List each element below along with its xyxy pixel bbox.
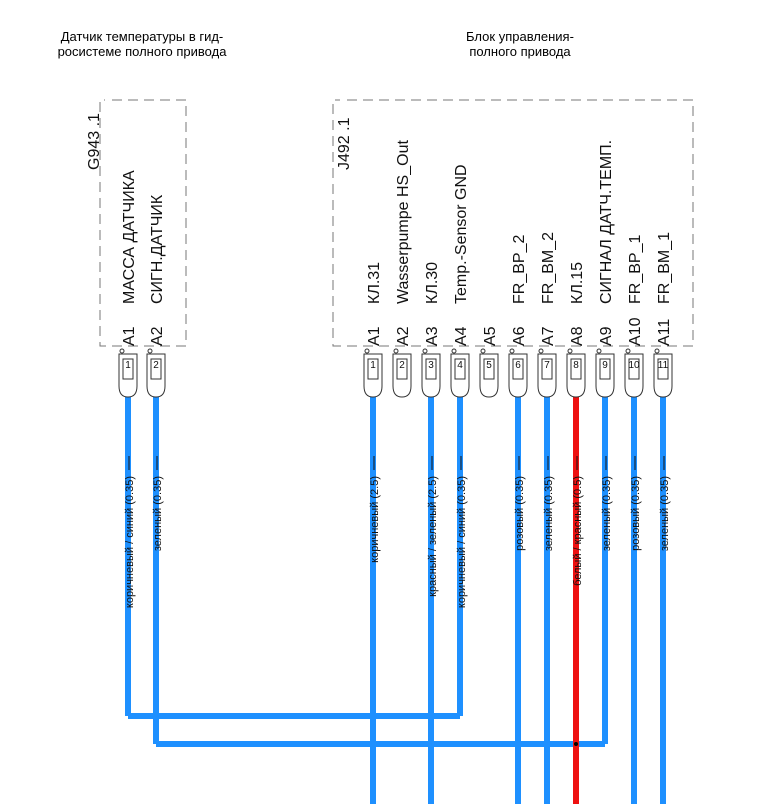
pin-dot <box>539 349 543 353</box>
pin-number: 2 <box>153 360 159 371</box>
pin-code: A2 <box>395 326 412 346</box>
junction-dot <box>574 742 578 746</box>
pin-code: A4 <box>453 326 470 346</box>
pin-code: A9 <box>598 326 615 346</box>
pin-dot <box>452 349 456 353</box>
pin-signal-label: FR_BP_2 <box>511 234 528 304</box>
pin-dot <box>510 349 514 353</box>
pin-dot <box>365 349 369 353</box>
ecu-id: J492 .1 <box>336 117 353 170</box>
pin-signal-label: FR_BM_1 <box>656 231 673 304</box>
pin-number: 6 <box>515 360 521 371</box>
pin-number: 7 <box>544 360 550 371</box>
pin-code: A2 <box>149 326 166 346</box>
wire-label: розовый (0.35) <box>514 476 526 551</box>
wire-label: зеленый (0.35) <box>659 476 671 552</box>
pin-signal-label: Temp.-Sensor GND <box>453 164 470 304</box>
pin-signal-label: КЛ.15 <box>569 261 586 304</box>
wire-label: коричневый / синий (0.35) <box>124 476 136 609</box>
pin-number: 4 <box>457 360 463 371</box>
pin-dot <box>423 349 427 353</box>
pin-signal-label: Wasserpumpe HS_Out <box>395 140 412 304</box>
pin-number: 2 <box>399 360 405 371</box>
wire-label: белый / красный (0.5) <box>572 476 584 586</box>
pins-layer <box>119 140 673 609</box>
ecu-title: Блок управления- полного привода <box>466 29 574 59</box>
pin-number: 3 <box>428 360 434 371</box>
sensor-title: Датчик температуры в гид- росистеме полного привода <box>57 29 227 59</box>
pin-dot <box>481 349 485 353</box>
pin-number: 9 <box>602 360 608 371</box>
pin-signal-label: СИГН.ДАТЧИК <box>149 194 166 304</box>
wires-layer <box>128 396 663 804</box>
wire-label: коричневый / синий (0.35) <box>456 476 468 609</box>
pin-dot <box>626 349 630 353</box>
pin-number: 1 <box>370 360 376 371</box>
pin-signal-label: КЛ.31 <box>366 261 383 304</box>
pin-dot <box>120 349 124 353</box>
pin-code: A1 <box>366 326 383 346</box>
ecu-frame <box>333 100 693 346</box>
wire-label: зеленый (0.35) <box>601 476 613 552</box>
pin-signal-label: СИГНАЛ ДАТЧ.ТЕМП. <box>598 139 615 304</box>
pin-signal-label: FR_BM_2 <box>540 231 557 304</box>
pin-code: A11 <box>656 318 673 346</box>
wire-label: зеленый (0.35) <box>152 476 164 552</box>
pin-number: 8 <box>573 360 579 371</box>
pin-number: 5 <box>486 360 492 371</box>
wire-label: коричневый (2.5) <box>369 476 381 563</box>
pin-code: A3 <box>424 326 441 346</box>
pin-dot <box>655 349 659 353</box>
pin-code: A6 <box>511 326 528 346</box>
pin-code: A1 <box>121 326 138 346</box>
pin-signal-label: МАССА ДАТЧИКА <box>121 170 138 304</box>
pin-signal-label: FR_BP_1 <box>627 234 644 304</box>
sensor-id: G943 .1 <box>86 113 103 170</box>
pin-code: A7 <box>540 326 557 346</box>
pin-number: 11 <box>657 360 669 371</box>
pin-dot <box>597 349 601 353</box>
pin-dot <box>394 349 398 353</box>
pin-code: A10 <box>627 317 644 346</box>
wire-label: розовый (0.35) <box>630 476 642 551</box>
pin-dot <box>568 349 572 353</box>
sensor-frame <box>100 100 186 346</box>
pin-signal-label: КЛ.30 <box>424 261 441 304</box>
pin-dot <box>148 349 152 353</box>
wire-label: зеленый (0.35) <box>543 476 555 552</box>
wire-label: красный / зеленый (2.5) <box>427 476 439 597</box>
pin-number: 1 <box>125 360 131 371</box>
pin-number: 10 <box>628 360 640 371</box>
pin-code: A8 <box>569 326 586 346</box>
pin-code: A5 <box>482 326 499 346</box>
